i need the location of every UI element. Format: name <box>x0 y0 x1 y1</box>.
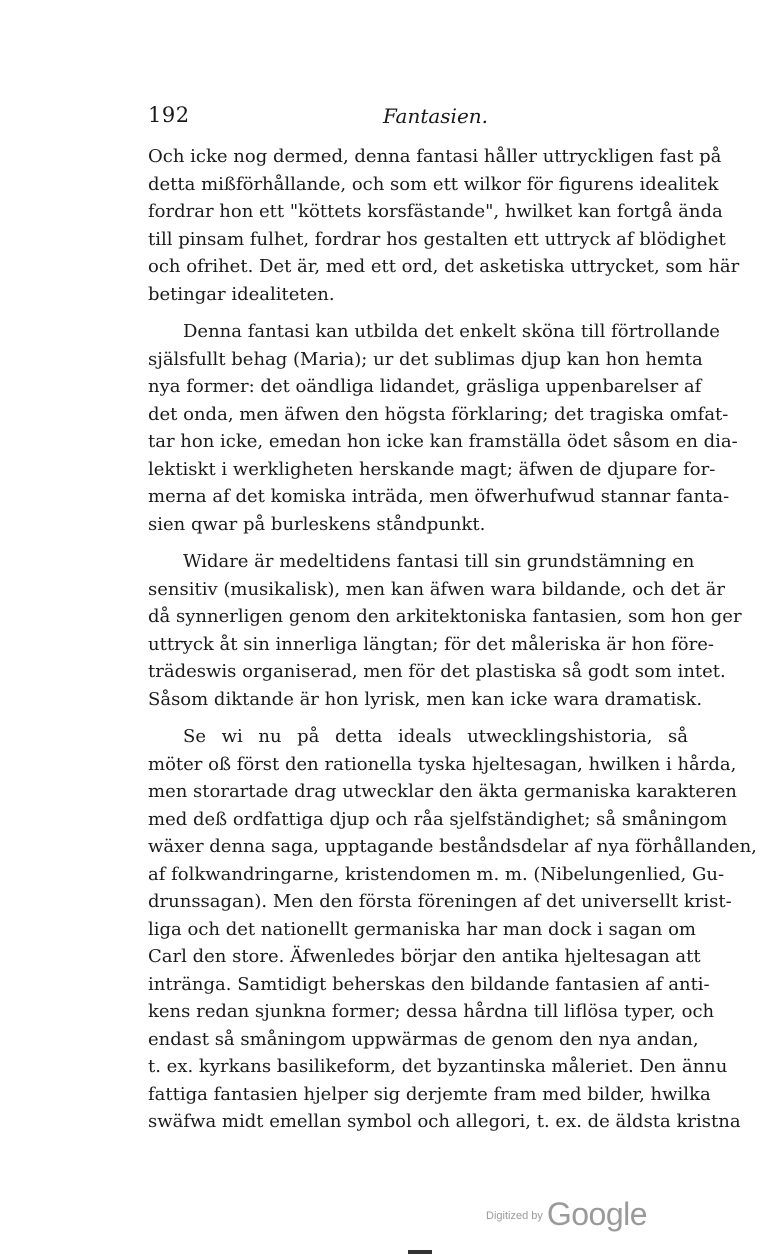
text-line: Se wi nu på detta ideals utwecklingshistoria, så <box>183 726 688 747</box>
text-line: liga och det nationellt germaniska har man dock i sagan om <box>148 918 696 940</box>
text-line: endast så småningom uppwärmas de genom den nya andan, <box>148 1028 699 1050</box>
text-line: swäfwa midt emellan symbol och allegori, t. ex. de äldsta kristna <box>148 1111 741 1132</box>
text-line: möter oß först den rationella tyska hjeltesagan, hwilken i hårda, <box>148 753 737 775</box>
text-line: detta mißförhållande, och som ett wilkor för figurens idealitek <box>148 173 719 195</box>
text-line: men storartade drag utwecklar den äkta germaniska karakteren <box>148 781 737 802</box>
text-line: fordrar hon ett "köttets korsfästande", hwilket kan fortgå ända <box>148 201 723 222</box>
text-line: Och icke nog dermed, denna fantasi håller uttryckligen fast på <box>148 146 722 167</box>
text-line: merna af det komiska inträda, men öfwerhufwud stannar fanta- <box>148 486 730 507</box>
text-line: och ofrihet. Det är, med ett ord, det asketiska uttrycket, som här <box>148 256 740 277</box>
text-line: fattiga fantasien hjelper sig derjemte fram med bilder, hwilka <box>148 1083 711 1105</box>
text-line: wäxer denna saga, upptagande beståndsdelar af nya förhållanden, <box>148 836 757 857</box>
text-line: sensitiv (musikalisk), men kan äfwen wara bildande, och det är <box>148 578 725 600</box>
page-edge-mark <box>408 1250 432 1254</box>
watermark-caption: Digitized by <box>486 1210 543 1222</box>
text-line: med deß ordfattiga djup och råa sjelfständighet; så småningom <box>148 808 728 830</box>
paragraph-2 <box>148 318 738 538</box>
text-line: kens redan sjunkna former; dessa hårdna till liflösa typer, och <box>148 1001 715 1022</box>
text-line: Såsom diktande är hon lyrisk, men kan icke wara dramatisk. <box>148 688 703 710</box>
text-line: Carl den store. Äfwenledes börjar den antika hjeltesagan att <box>148 946 701 967</box>
text-line: af folkwandringarne, kristendomen m. m. (Nibelungenlied, Gu- <box>148 863 725 885</box>
google-logo: Google <box>546 1196 648 1232</box>
page-number: 192 <box>148 103 190 127</box>
text-line: trädeswis organiserad, men för det plastiska så godt som intet. <box>148 661 726 682</box>
running-title: Fantasien. <box>383 104 489 128</box>
paragraph-1 <box>148 143 740 308</box>
body-text <box>148 143 757 1136</box>
paragraph-4 <box>148 723 757 1136</box>
text-line: drunssagan). Men den första föreningen af det universellt krist- <box>148 891 732 912</box>
digitization-watermark <box>486 1196 647 1233</box>
text-line: då synnerligen genom den arkitektoniska fantasien, som hon ger <box>148 606 742 627</box>
text-line: Denna fantasi kan utbilda det enkelt sköna till förtrollande <box>183 321 720 342</box>
text-line: Widare är medeltidens fantasi till sin grundstämning en <box>183 551 695 572</box>
text-line: uttryck åt sin innerliga längtan; för det måleriska är hon före- <box>148 633 714 655</box>
text-line: nya former: det oändliga lidandet, gräsliga uppenbarelser af <box>148 376 702 397</box>
text-line: det onda, men äfwen den högsta förklaring; det tragiska omfat- <box>148 403 729 425</box>
paragraph-3 <box>148 548 742 713</box>
text-line: själsfullt behag (Maria); ur det sublimas djup kan hon hemta <box>148 348 703 370</box>
text-line: lektiskt i werkligheten herskande magt; äfwen de djupare for- <box>148 458 716 480</box>
text-line: till pinsam fulhet, fordrar hos gestalten ett uttryck af blödighet <box>148 228 726 250</box>
text-line: intränga. Samtidigt beherskas den bildande fantasien af anti- <box>148 973 710 995</box>
text-line: t. ex. kyrkans basilikeform, det byzantinska måleriet. Den ännu <box>148 1056 728 1077</box>
text-line: betingar idealiteten. <box>148 283 335 305</box>
text-line: sien qwar på burleskens ståndpunkt. <box>148 513 486 535</box>
text-line: tar hon icke, emedan hon icke kan framställa ödet såsom en dia- <box>148 431 738 452</box>
